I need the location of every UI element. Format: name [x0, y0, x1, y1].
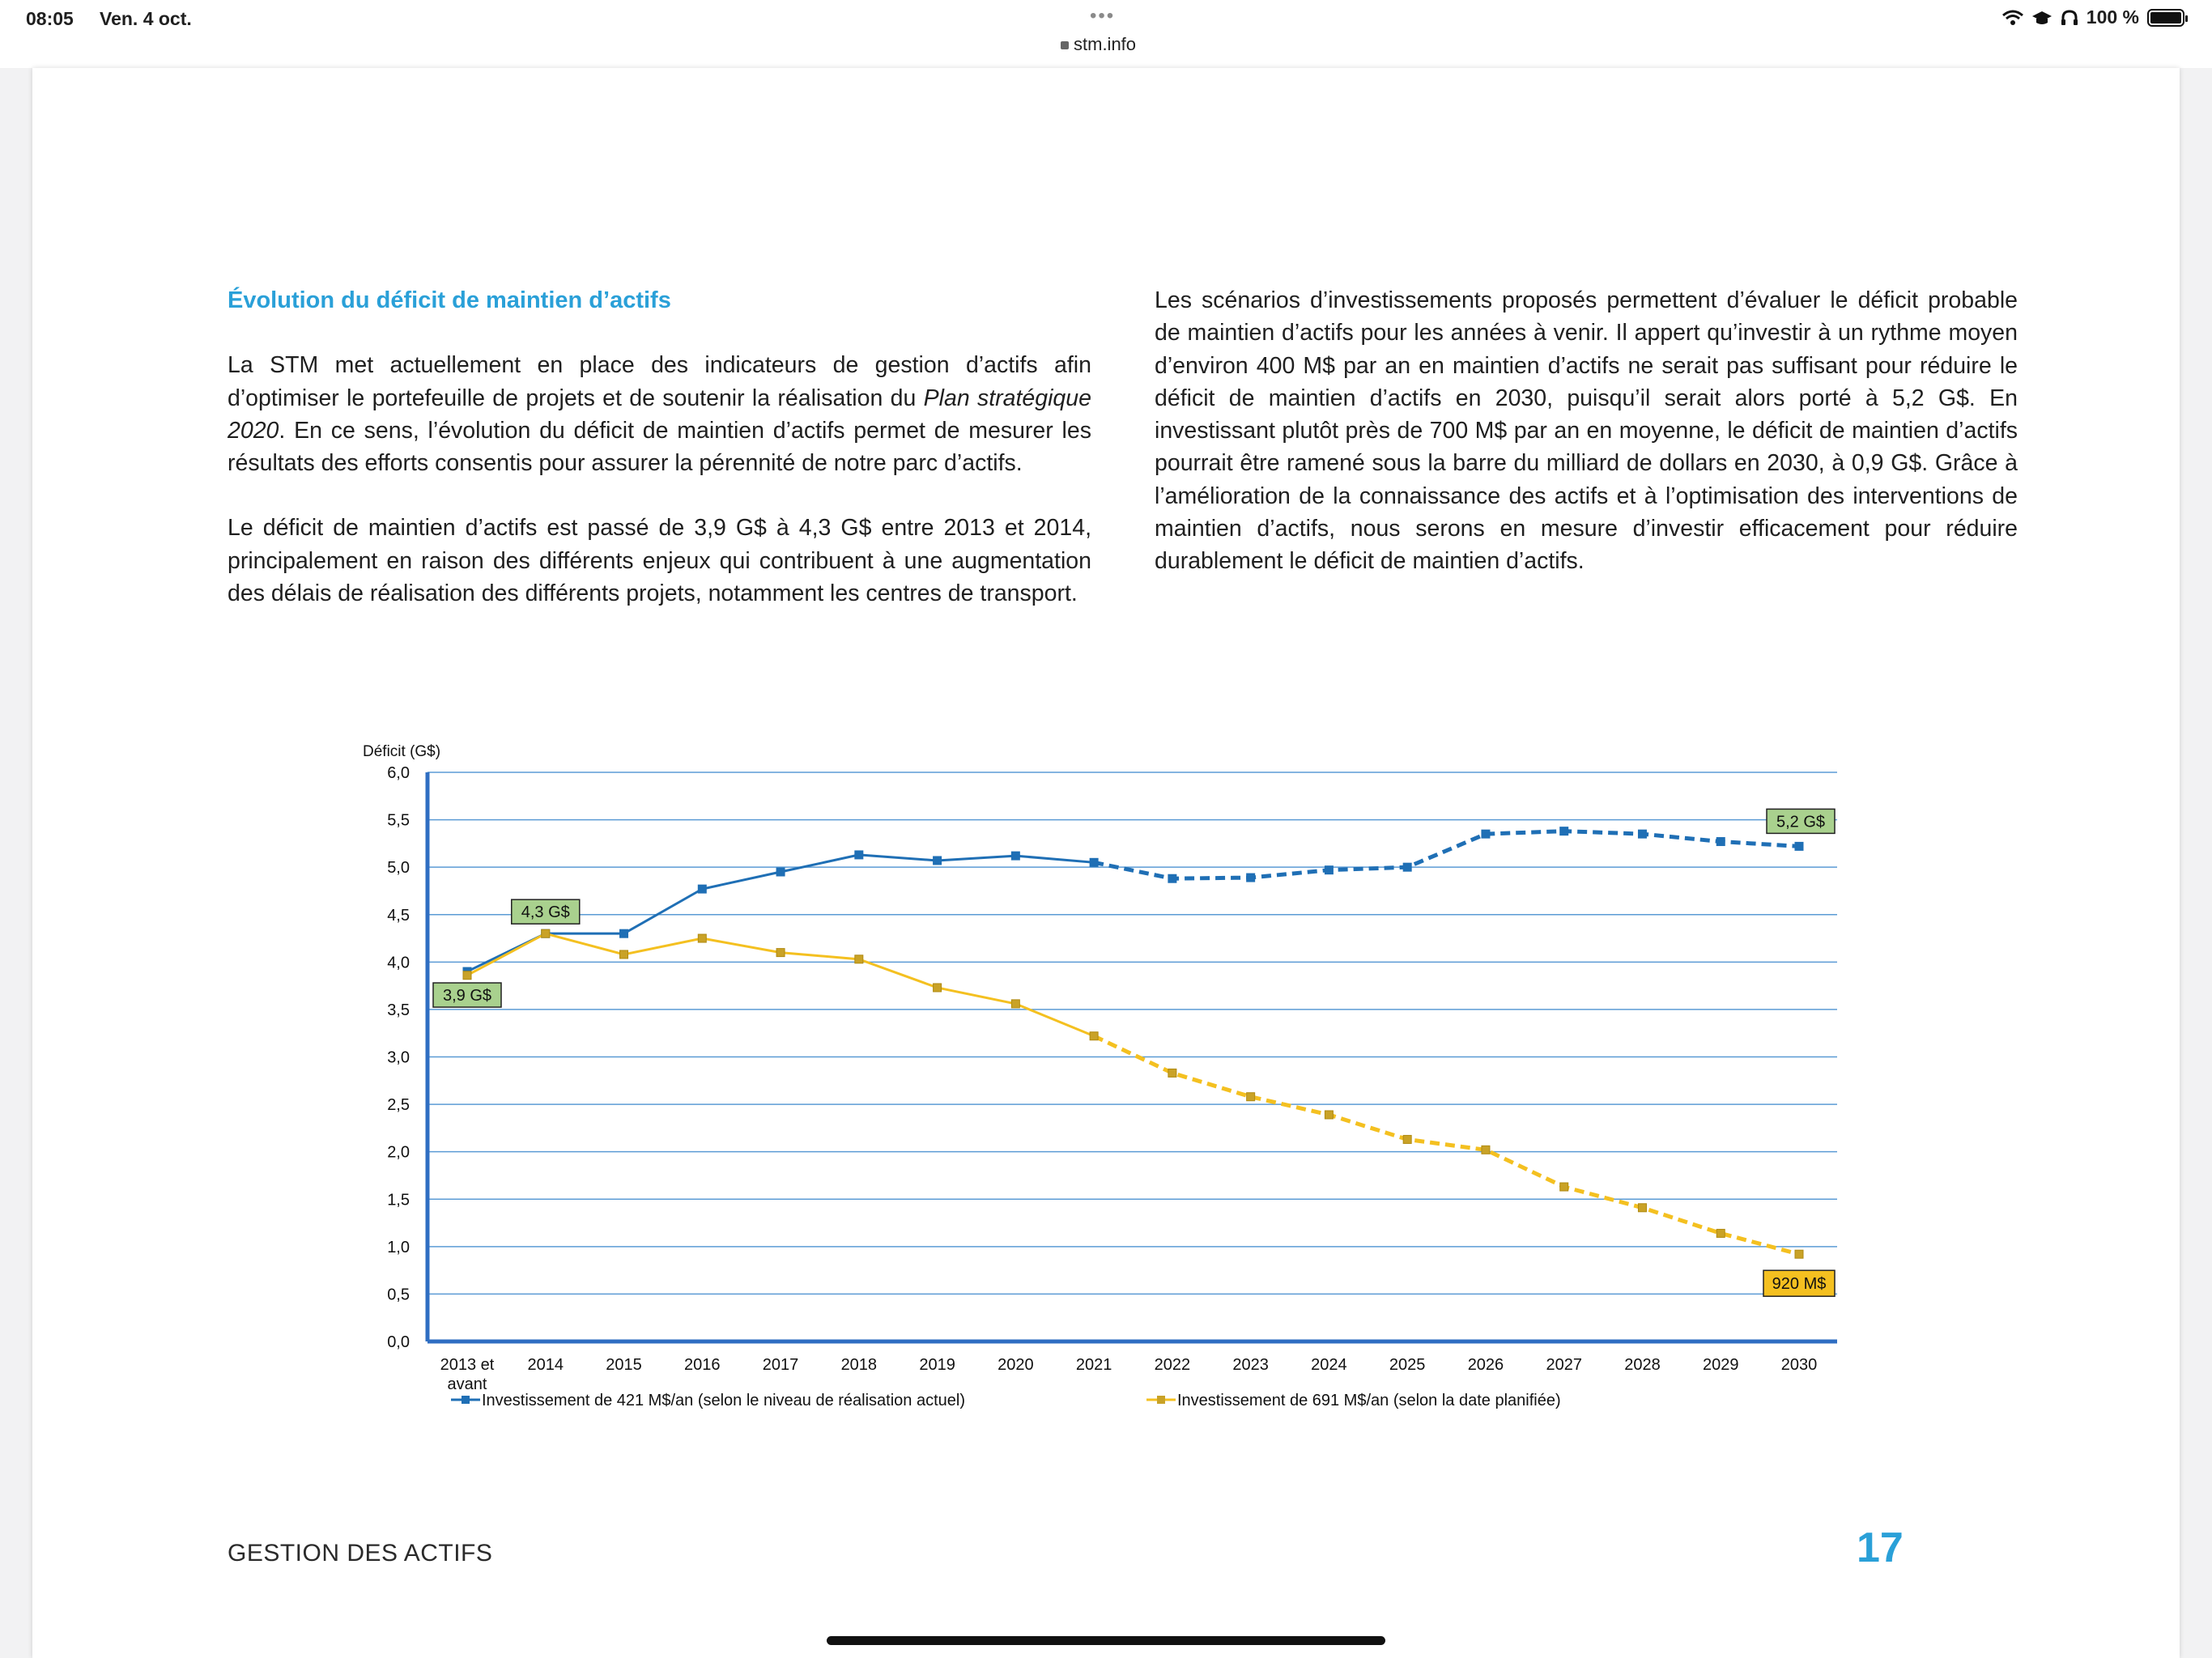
series-1-point	[1638, 830, 1646, 838]
series-2-point	[542, 929, 550, 937]
y-tick-label: 2,5	[387, 1096, 410, 1115]
deficit-line-chart	[32, 68, 2180, 1658]
document-page	[32, 68, 2180, 1658]
series-2-point	[1090, 1032, 1098, 1040]
x-tick-label: 2020	[998, 1356, 1034, 1374]
headphones-icon	[2061, 10, 2078, 26]
battery-percent: 100 %	[2086, 6, 2139, 28]
series-2-point	[776, 949, 785, 957]
page-number: 17	[1857, 1524, 1904, 1571]
series-2-point	[1011, 1000, 1019, 1008]
series-1-point	[1247, 874, 1255, 882]
y-tick-label: 4,5	[387, 906, 410, 925]
y-tick-label: 4,0	[387, 954, 410, 972]
y-tick-label: 5,5	[387, 811, 410, 830]
status-time: 08:05	[26, 8, 74, 29]
status-bar	[0, 0, 2212, 68]
paragraph-1-part-b: . En ce sens, l’évolution du déficit de maintien d’actifs permet de mesurer les résultats des efforts consentis pour assurer la pérennité de notre parc d’actifs.	[228, 417, 1091, 477]
legend-entry-1: Investissement de 421 M$/an (selon le niveau de réalisation actuel)	[482, 1392, 966, 1409]
y-tick-label: 2,0	[387, 1143, 410, 1162]
y-tick-label: 6,0	[387, 764, 410, 782]
series-1-point	[1090, 858, 1098, 866]
series-1-point	[620, 929, 628, 937]
series-1-point	[1011, 852, 1019, 860]
x-tick-label: 2025	[1389, 1356, 1426, 1374]
series-2-point	[1247, 1093, 1255, 1101]
x-tick-label: 2019	[919, 1356, 955, 1374]
annotation-label: 5,2 G$	[1776, 813, 1826, 831]
paragraph-1-part-a: La STM met actuellement en place des indicateurs de gestion d’actifs afin d’optimiser le portefeuille de projets et de soutenir la réalisation du	[228, 352, 1091, 411]
series-2-point	[1403, 1135, 1411, 1143]
x-tick-label: 2023	[1232, 1356, 1269, 1374]
x-tick-label: 2022	[1154, 1356, 1191, 1374]
x-tick-label: 2018	[840, 1356, 878, 1374]
series-2-point	[1325, 1111, 1333, 1119]
series-1-point	[1403, 863, 1411, 871]
series-1-point	[1560, 827, 1568, 835]
more-dots-icon[interactable]: •••	[1090, 5, 1116, 27]
annotation-label: 4,3 G$	[521, 903, 570, 922]
series-2-point	[1638, 1204, 1646, 1212]
x-tick-label: 2021	[1075, 1356, 1112, 1374]
home-indicator[interactable]	[827, 1636, 1385, 1645]
paragraph-1-italic: Plan stratégique 2020	[228, 385, 1091, 444]
x-tick-label: 2026	[1467, 1356, 1504, 1374]
wifi-icon	[2002, 10, 2023, 26]
battery-icon	[2147, 9, 2184, 27]
series-1-point	[1795, 842, 1803, 850]
series-2-point	[620, 950, 628, 959]
x-tick-label: 2013 et	[440, 1356, 495, 1374]
y-tick-label: 5,0	[387, 859, 410, 878]
series-1-point	[1716, 838, 1725, 846]
section-heading: Évolution du déficit de maintien d’actifs	[228, 287, 671, 313]
y-tick-label: 0,0	[387, 1333, 410, 1351]
x-tick-label-line2: avant	[447, 1375, 487, 1393]
series-2-point	[1168, 1069, 1176, 1077]
series-1-point	[1168, 874, 1176, 882]
x-tick-label: 2029	[1702, 1356, 1739, 1374]
series-1-point	[934, 857, 942, 865]
x-tick-label: 2016	[684, 1356, 721, 1374]
legend-swatch-marker	[1157, 1396, 1165, 1404]
x-tick-label: 2015	[606, 1356, 642, 1374]
series-2-point	[855, 955, 863, 963]
x-tick-label: 2028	[1624, 1356, 1661, 1374]
paragraph-2: Le déficit de maintien d’actifs est passé de 3,9 G$ à 4,3 G$ entre 2013 et 2014, principalement en raison des différents enjeux qui contribuent à une augmentation des délais de réalisation des différents projets, notamment les centres de transport.	[228, 515, 1091, 607]
y-tick-label: 1,5	[387, 1191, 410, 1209]
series-2-point	[698, 934, 706, 942]
y-tick-label: 0,5	[387, 1286, 410, 1304]
series-1-point	[698, 885, 706, 893]
legend-swatch-marker	[462, 1396, 470, 1404]
series-1-point	[1325, 866, 1333, 874]
url-text: stm.info	[1074, 34, 1137, 54]
x-tick-label: 2014	[527, 1356, 564, 1374]
series-2-point	[463, 971, 471, 980]
annotation-label: 3,9 G$	[442, 987, 492, 1005]
series-2-point	[1560, 1183, 1568, 1191]
status-date: Ven. 4 oct.	[100, 8, 192, 29]
series-2-point	[934, 984, 942, 992]
paragraph-3: Les scénarios d’investissements proposés permettent d’évaluer le déficit probable de maintien d’actifs pour les années à venir. Il appert qu’investir à un rythme moyen d’environ 400 M$ par an en maintien d’actifs ne serait pas suffisant pour réduire le déficit de maintien d’actifs en 2030, puisqu’il serait alors porté à 5,2 G$. En investissant plutôt près de 700 M$ par an en moyenne, le déficit de maintien d’actifs pourrait être ramené sous la barre du milliard de dollars en 2030, à 0,9 G$. Grâce à l’amélioration de la connaissance des actifs et à l’optimisation des interventions de maintien d’actifs, nous serons en mesure d’investir efficacement pour réduire durablement le déficit de maintien d’actifs.	[1155, 287, 2018, 575]
y-tick-label: 3,5	[387, 1001, 410, 1019]
y-tick-label: 1,0	[387, 1238, 410, 1256]
x-tick-label: 2030	[1780, 1356, 1818, 1374]
y-tick-label: 3,0	[387, 1048, 410, 1067]
series-2-point	[1482, 1146, 1490, 1154]
lock-icon	[1061, 41, 1069, 49]
y-axis-label: Déficit (G$)	[363, 743, 441, 760]
series-1-dashed-line	[1094, 831, 1799, 879]
series-2-dashed-line	[1094, 1036, 1799, 1254]
series-1-point	[855, 851, 863, 859]
legend-entry-2: Investissement de 691 M$/an (selon la date planifiée)	[1177, 1392, 1561, 1409]
x-tick-label: 2024	[1311, 1356, 1347, 1374]
address-bar[interactable]	[1061, 34, 1136, 55]
graduation-cap-icon	[2031, 10, 2052, 26]
series-2-point	[1795, 1250, 1803, 1258]
x-tick-label: 2027	[1546, 1356, 1582, 1374]
series-1-point	[776, 868, 785, 876]
x-tick-label: 2017	[762, 1356, 799, 1374]
series-1-point	[1482, 830, 1490, 838]
footer-section-title: GESTION DES ACTIFS	[228, 1540, 493, 1567]
annotation-label: 920 M$	[1772, 1275, 1827, 1294]
series-2-point	[1716, 1229, 1725, 1237]
status-icons	[2002, 6, 2184, 28]
